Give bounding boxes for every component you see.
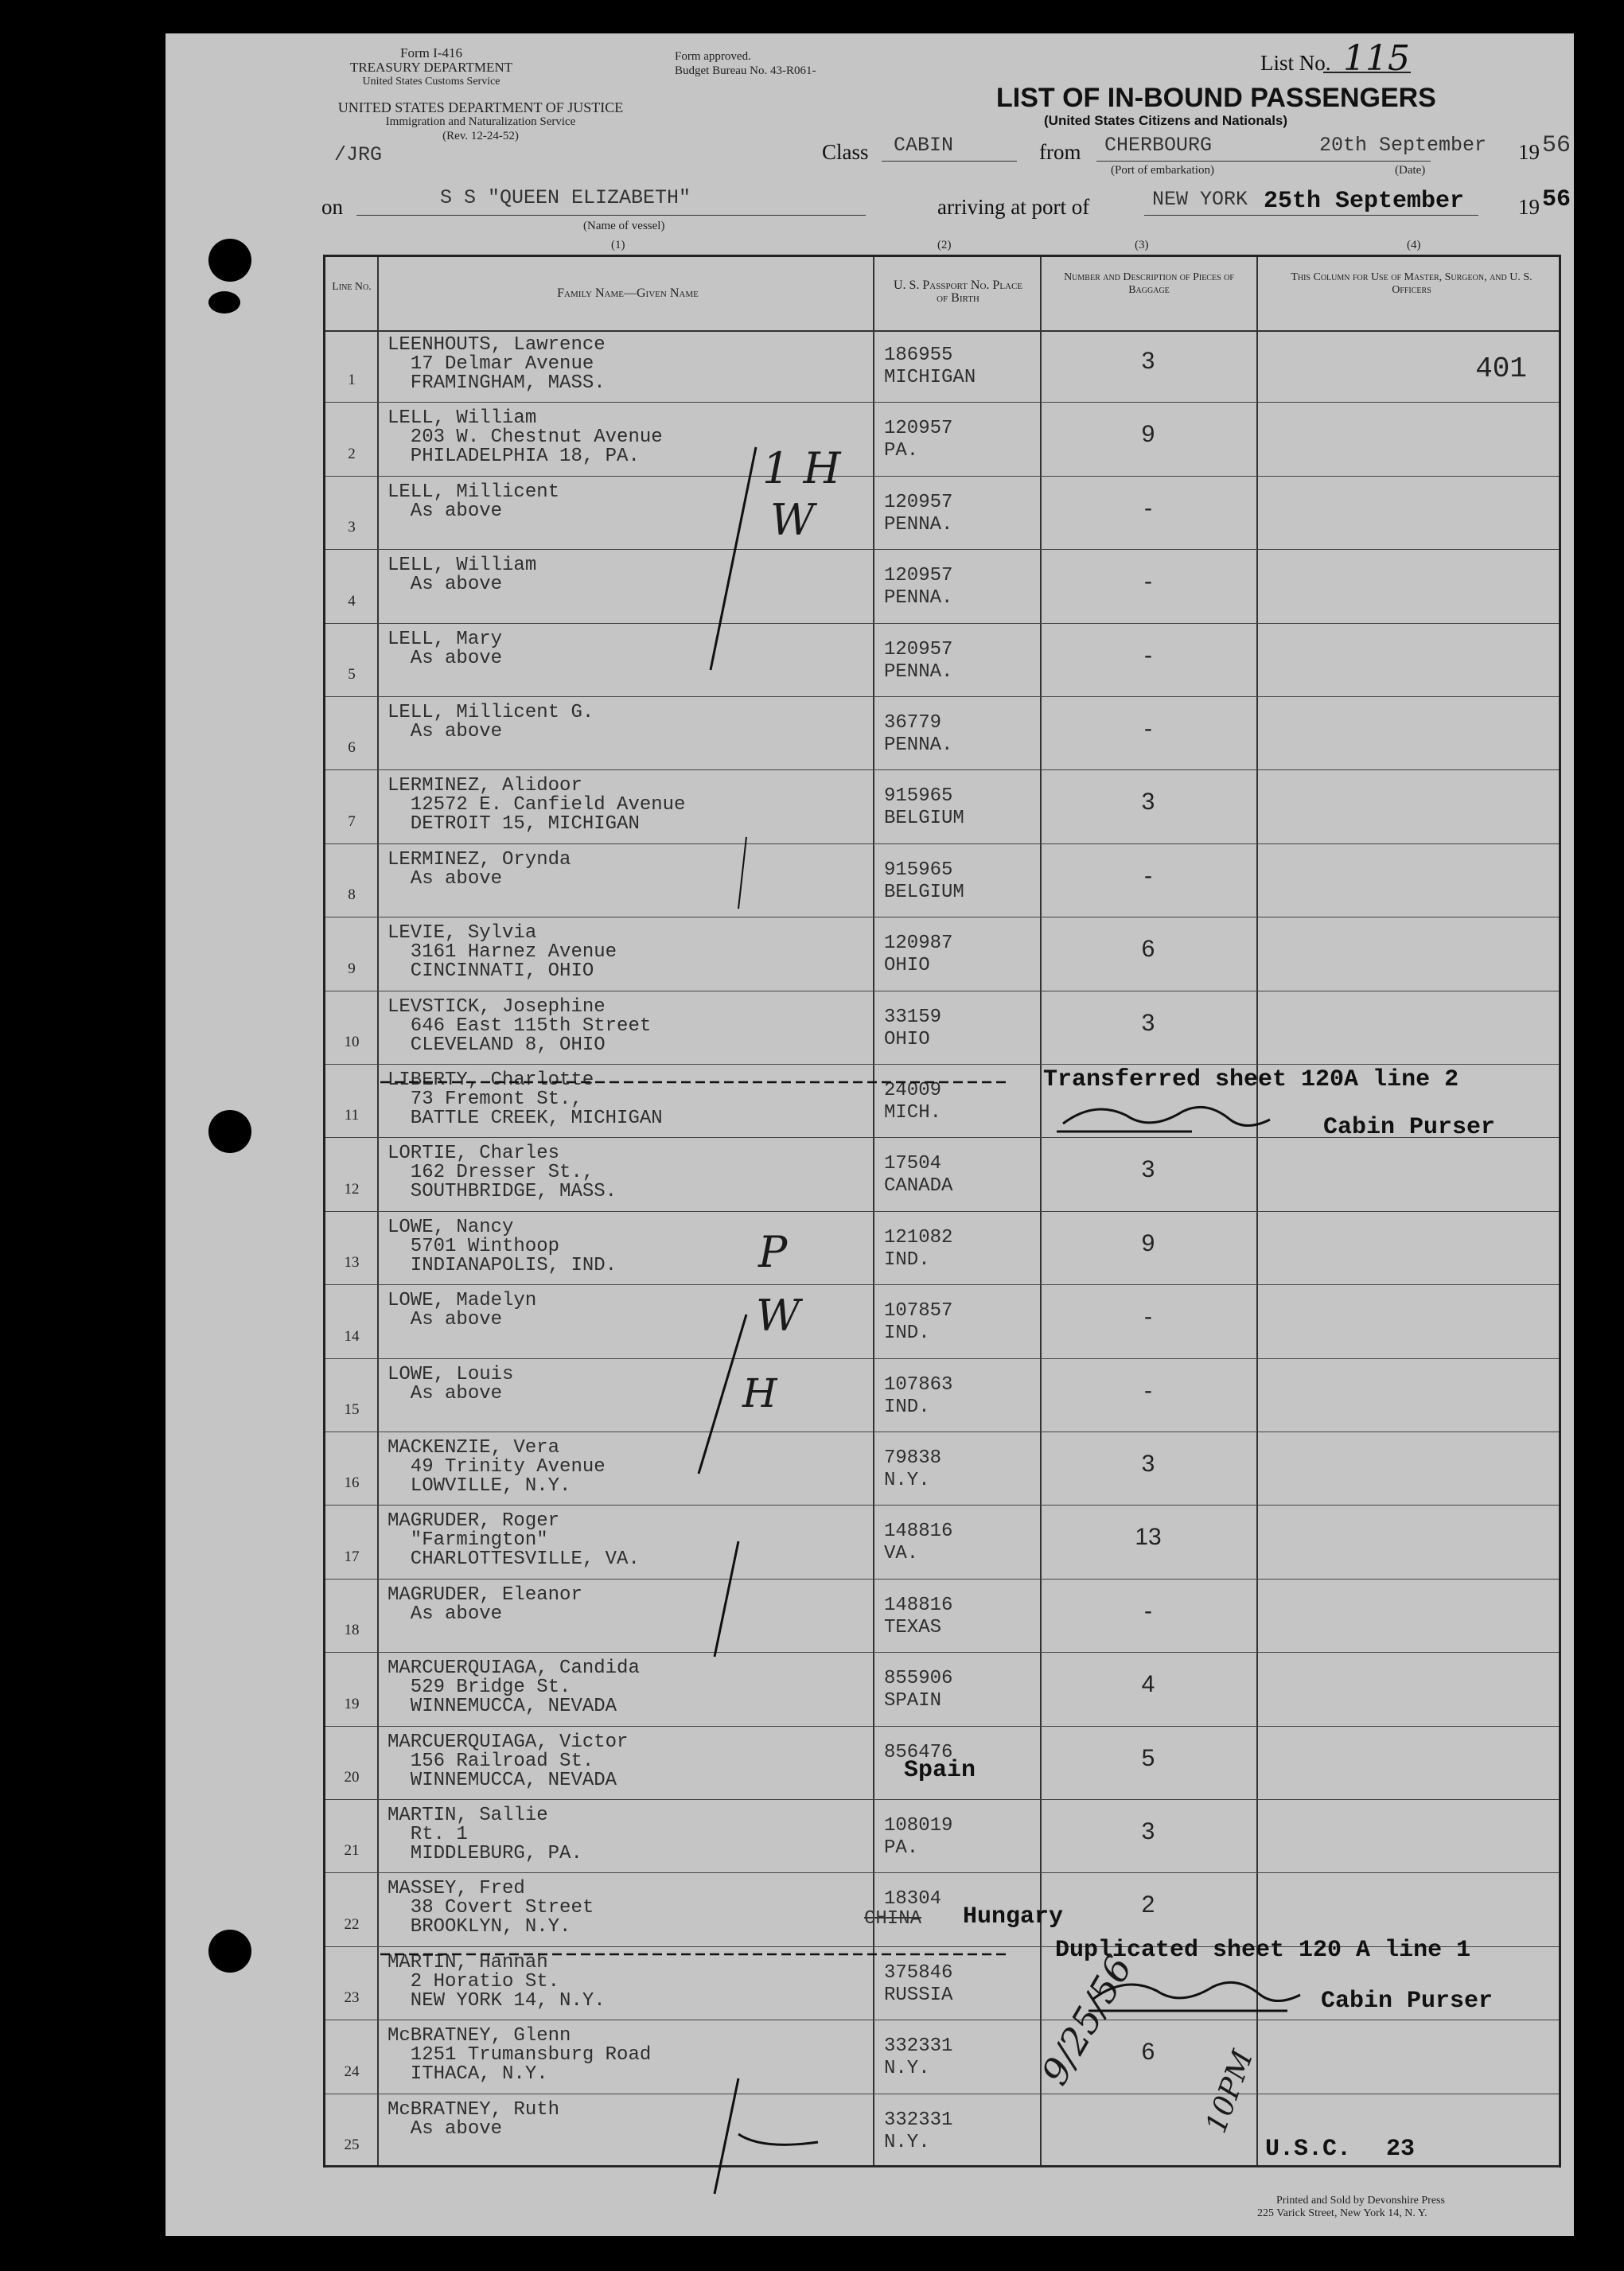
passport-number: 36779 xyxy=(884,712,942,734)
place-of-birth: MICH. xyxy=(884,1102,942,1124)
passenger-address-2: DETROIT 15, MICHIGAN xyxy=(388,813,640,836)
row-line-number: 23 xyxy=(344,1989,360,2007)
place-of-birth: BELGIUM xyxy=(884,881,964,903)
passenger-address-1: As above xyxy=(388,1603,503,1625)
passenger-address-2: BATTLE CREEK, MICHIGAN xyxy=(388,1108,663,1129)
passenger-address-1: 5701 Winthoop xyxy=(388,1235,560,1257)
passenger-address-1: 12572 E. Canfield Avenue xyxy=(388,794,686,816)
printer-line-1: Printed and Sold by Devonshire Press xyxy=(1276,2195,1445,2207)
passenger-address-1: 3161 Harnez Avenue xyxy=(388,941,617,964)
col-passport: U. S. Passport No. Place of Birth xyxy=(893,279,1023,305)
passport-number: 79838 xyxy=(884,1447,942,1469)
row-line-number: 15 xyxy=(344,1400,360,1418)
baggage-count: 3 xyxy=(1141,1156,1155,1183)
row-line-number: 21 xyxy=(344,1842,360,1860)
initials: /JRG xyxy=(334,143,383,166)
passenger-address-1: 38 Covert Street xyxy=(388,1897,594,1919)
punch-hole xyxy=(208,291,240,314)
col-number-4: (4) xyxy=(1407,239,1421,251)
check-stroke xyxy=(738,837,746,909)
row-line-number: 6 xyxy=(348,739,356,757)
row-line-number: 17 xyxy=(344,1548,360,1565)
passenger-name: LELL, Millicent G. xyxy=(388,702,594,723)
budget-bureau: Budget Bureau No. 43-R061- xyxy=(675,64,816,77)
place-of-birth: PA. xyxy=(884,440,919,462)
passenger-address-2: MIDDLEBURG, PA. xyxy=(388,1843,582,1864)
struck-birthplace: CHINA xyxy=(864,1908,922,1930)
place-of-birth: N.Y. xyxy=(884,1470,930,1491)
baggage-count: - xyxy=(1144,1303,1152,1330)
passenger-name: LELL, William xyxy=(388,555,537,577)
row-line-number: 18 xyxy=(344,1622,360,1639)
passenger-address-1: As above xyxy=(388,647,503,669)
passport-number: 120987 xyxy=(884,933,953,955)
passenger-name: LEENHOUTS, Lawrence xyxy=(388,334,606,356)
check-stroke xyxy=(715,2078,738,2194)
place-of-birth: PENNA. xyxy=(884,587,953,610)
passenger-address-2: PHILADELPHIA 18, PA. xyxy=(388,446,640,468)
place-of-birth: VA. xyxy=(884,1543,919,1565)
customs-label: United States Customs Service xyxy=(362,76,500,88)
punch-hole xyxy=(208,1110,251,1153)
justice-dept: UNITED STATES DEPARTMENT OF JUSTICE xyxy=(337,99,624,115)
date-caption: (Date) xyxy=(1395,164,1426,177)
place-of-birth: BELGIUM xyxy=(884,808,964,830)
passport-number: 332331 xyxy=(884,2109,953,2131)
passenger-address-2: ITHACA, N.Y. xyxy=(388,2063,548,2086)
depart-year-prefix: 19 xyxy=(1518,140,1540,164)
passport-number: 120957 xyxy=(884,565,953,587)
page-title: LIST OF IN-BOUND PASSENGERS xyxy=(996,83,1436,113)
passenger-name: McBRATNEY, Ruth xyxy=(388,2098,560,2121)
hand-mark-1h: 1 H xyxy=(762,443,841,493)
place-of-birth: SPAIN xyxy=(884,1690,942,1712)
passenger-address-1: As above xyxy=(388,574,503,596)
passenger-address-2: WINNEMUCCA, NEVADA xyxy=(388,1769,617,1791)
passenger-name: LELL, William xyxy=(388,407,537,430)
passport-number: 120957 xyxy=(884,638,953,660)
signature-2 xyxy=(1089,1982,1300,2011)
passport-number: 107863 xyxy=(884,1373,953,1396)
passenger-address-2: SOUTHBRIDGE, MASS. xyxy=(388,1181,617,1203)
passport-number: 120957 xyxy=(884,418,953,440)
passenger-name: MARCUERQUIAGA, Candida xyxy=(388,1657,640,1680)
passenger-address-2: CHARLOTTESVILLE, VA. xyxy=(388,1548,640,1571)
spain-typed: Spain xyxy=(904,1757,976,1784)
passport-number: 108019 xyxy=(884,1815,953,1837)
vessel-caption: (Name of vessel) xyxy=(583,220,665,232)
treasury-label: TREASURY DEPARTMENT xyxy=(349,60,513,75)
cabin-purser-note-2: Cabin Purser xyxy=(1321,1988,1494,2015)
row-line-number: 12 xyxy=(344,1180,360,1198)
check-stroke xyxy=(738,2134,818,2144)
row-line-number: 5 xyxy=(348,665,356,683)
passport-number: 915965 xyxy=(884,785,953,808)
usc-number: 23 xyxy=(1386,2136,1416,2163)
passport-number: 915965 xyxy=(884,859,953,881)
revision: (Rev. 12-24-52) xyxy=(442,130,519,142)
passenger-name: MARTIN, Sallie xyxy=(388,1805,548,1826)
place-of-birth: MICHIGAN xyxy=(884,367,976,388)
passenger-address-1: 73 Fremont St., xyxy=(388,1089,582,1110)
passenger-address-1: 156 Railroad St. xyxy=(388,1750,594,1772)
hand-time: 10PM xyxy=(1200,2046,1260,2138)
place-of-birth: OHIO xyxy=(884,1028,930,1050)
passenger-address-1: 17 Delmar Avenue xyxy=(388,353,594,375)
passenger-address-2: INDIANAPOLIS, IND. xyxy=(388,1254,617,1276)
baggage-count: 6 xyxy=(1141,2039,1155,2066)
passenger-name: MARTIN, Hannah xyxy=(388,1951,548,1973)
port-caption: (Port of embarkation) xyxy=(1111,164,1214,177)
passport-number: 148816 xyxy=(884,1594,953,1616)
baggage-count: - xyxy=(1144,715,1152,742)
class-value: CABIN xyxy=(894,134,954,157)
row-line-number: 10 xyxy=(344,1033,360,1050)
passenger-name: MASSEY, Fred xyxy=(388,1878,525,1900)
departure-date: 20th September xyxy=(1319,134,1487,157)
place-of-birth: CANADA xyxy=(884,1175,953,1198)
passenger-address-2: CINCINNATI, OHIO xyxy=(388,960,594,983)
row-line-number: 13 xyxy=(344,1254,360,1272)
baggage-count: - xyxy=(1144,1377,1152,1404)
from-label: from xyxy=(1039,140,1081,164)
place-of-birth: N.Y. xyxy=(884,2131,930,2153)
passenger-address-1: 162 Dresser St., xyxy=(388,1162,594,1184)
baggage-count: 9 xyxy=(1141,421,1155,448)
usc-label: U.S.C. xyxy=(1265,2136,1352,2163)
passport-number: 18304 xyxy=(884,1888,942,1911)
passenger-address-2: FRAMINGHAM, MASS. xyxy=(388,372,606,394)
passenger-address-1: 646 East 115th Street xyxy=(388,1015,652,1037)
col-baggage: Number and Description of Pieces of Baggage xyxy=(1064,271,1234,296)
passenger-name: McBRATNEY, Glenn xyxy=(388,2025,571,2047)
passenger-name: LEVIE, Sylvia xyxy=(388,922,537,945)
row-line-number: 20 xyxy=(344,1768,360,1786)
passenger-address-1: As above xyxy=(388,500,503,522)
handwriting-overlay xyxy=(166,33,1574,2236)
punch-hole xyxy=(208,239,251,282)
baggage-count: 6 xyxy=(1141,936,1155,963)
passenger-address-1: As above xyxy=(388,1309,503,1331)
place-of-birth: PENNA. xyxy=(884,513,953,536)
manifest-page xyxy=(166,33,1574,2236)
passport-number: 24009 xyxy=(884,1080,942,1101)
place-of-birth: OHIO xyxy=(884,955,930,977)
hand-mark-h2: H xyxy=(742,1370,777,1416)
passport-number: 332331 xyxy=(884,2035,953,2058)
place-of-birth: IND. xyxy=(884,1396,930,1418)
duplicated-note: Duplicated sheet 120 A line 1 xyxy=(1055,1937,1471,1964)
place-of-birth: PA. xyxy=(884,1837,919,1859)
row-line-number: 11 xyxy=(344,1107,360,1124)
passenger-address-1: As above xyxy=(388,867,503,890)
class-label: Class xyxy=(822,140,869,164)
printer-line-2: 225 Varick Street, New York 14, N. Y. xyxy=(1257,2207,1427,2219)
passenger-address-1: 529 Bridge St. xyxy=(388,1677,571,1699)
on-label: on xyxy=(321,195,343,219)
row-line-number: 22 xyxy=(344,1915,360,1933)
check-stroke xyxy=(699,1315,746,1474)
passenger-name: LELL, Millicent xyxy=(388,481,560,503)
passenger-name: LERMINEZ, Alidoor xyxy=(388,775,582,797)
baggage-count: - xyxy=(1144,568,1152,595)
passenger-name: MAGRUDER, Eleanor xyxy=(388,1583,582,1606)
passenger-address-2: CLEVELAND 8, OHIO xyxy=(388,1034,606,1056)
passenger-address-1: Rt. 1 xyxy=(388,1824,468,1845)
form-approved: Form approved. xyxy=(675,50,751,63)
place-of-birth: IND. xyxy=(884,1248,930,1271)
col-number-1: (1) xyxy=(611,239,625,251)
passport-number: 121082 xyxy=(884,1226,953,1248)
passport-number: 148816 xyxy=(884,1521,953,1543)
passport-number: 107857 xyxy=(884,1300,953,1322)
passport-number: 17504 xyxy=(884,1153,942,1175)
place-of-birth: IND. xyxy=(884,1322,930,1345)
row-line-number: 9 xyxy=(348,960,356,977)
passenger-name: MARCUERQUIAGA, Victor xyxy=(388,1731,629,1753)
baggage-count: 3 xyxy=(1141,1451,1155,1477)
passenger-name: LERMINEZ, Orynda xyxy=(388,848,571,871)
passport-number: 856476 xyxy=(884,1741,953,1763)
signature-1 xyxy=(1057,1107,1270,1132)
hand-date: 9/25/56 xyxy=(1033,1948,1141,2092)
passport-number: 375846 xyxy=(884,1961,953,1984)
baggage-count: 4 xyxy=(1141,1671,1155,1698)
arrival-year: 56 xyxy=(1542,186,1571,213)
vessel-name: S S "QUEEN ELIZABETH" xyxy=(440,186,691,209)
page-subtitle: (United States Citizens and Nationals) xyxy=(1044,113,1288,128)
from-value: CHERBOURG xyxy=(1104,134,1213,157)
passenger-address-1: 203 W. Chestnut Avenue xyxy=(388,427,663,449)
passenger-address-2: BROOKLYN, N.Y. xyxy=(388,1916,571,1938)
baggage-count: - xyxy=(1144,494,1152,521)
baggage-count: 3 xyxy=(1141,1818,1155,1844)
arrival-port: NEW YORK xyxy=(1152,188,1248,211)
passenger-address-1: As above xyxy=(388,721,503,742)
baggage-count: 2 xyxy=(1141,1891,1155,1918)
list-no-label: List No. xyxy=(1260,51,1331,75)
passenger-name: LELL, Mary xyxy=(388,628,503,650)
passenger-name: LORTIE, Charles xyxy=(388,1143,560,1165)
transferred-note: Transferred sheet 120A line 2 xyxy=(1043,1066,1459,1093)
passport-number: 186955 xyxy=(884,345,953,366)
passenger-name: MACKENZIE, Vera xyxy=(388,1437,560,1459)
passenger-name: LIBERTY, Charlotte xyxy=(388,1069,594,1091)
cabin-purser-note-1: Cabin Purser xyxy=(1323,1114,1496,1141)
col-number-2: (2) xyxy=(937,239,952,251)
row-line-number: 1 xyxy=(348,372,356,389)
baggage-count: - xyxy=(1144,1597,1152,1624)
baggage-count: 3 xyxy=(1141,1009,1155,1036)
place-of-birth: PENNA. xyxy=(884,734,953,756)
baggage-count: - xyxy=(1144,862,1152,889)
row-line-number: 4 xyxy=(348,592,356,610)
row-line-number: 14 xyxy=(344,1327,360,1345)
row-line-number: 3 xyxy=(348,519,356,536)
officer-note: 401 xyxy=(1475,353,1527,385)
arrival-date: 25th September xyxy=(1264,188,1465,215)
ins-label: Immigration and Naturalization Service xyxy=(385,115,576,128)
row-line-number: 2 xyxy=(348,445,356,462)
hand-mark-p: P xyxy=(758,1227,788,1277)
passenger-name: LOWE, Nancy xyxy=(388,1216,514,1238)
place-of-birth: PENNA. xyxy=(884,660,953,683)
depart-year: 56 xyxy=(1542,132,1571,159)
row-line-number: 8 xyxy=(348,886,356,904)
passenger-address-1: "Farmington" xyxy=(388,1529,548,1552)
row-line-number: 25 xyxy=(344,2136,360,2153)
col-officers: This Column for Use of Master, Surgeon, and U. S. Officers xyxy=(1291,271,1532,296)
passenger-name: LOWE, Louis xyxy=(388,1363,514,1385)
passenger-address-1: As above xyxy=(388,2117,503,2140)
col-name: Family Name—Given Name xyxy=(557,286,699,300)
check-stroke xyxy=(711,447,756,670)
arrival-year-prefix: 19 xyxy=(1518,195,1540,219)
passport-number: 855906 xyxy=(884,1668,953,1690)
passenger-address-1: 49 Trinity Avenue xyxy=(388,1456,606,1478)
passport-number: 120957 xyxy=(884,491,953,513)
baggage-count: - xyxy=(1144,641,1152,668)
place-of-birth: RUSSIA xyxy=(884,1984,953,2006)
baggage-count: 13 xyxy=(1135,1524,1162,1551)
arriving-label: arriving at port of xyxy=(937,195,1090,219)
check-stroke xyxy=(715,1541,738,1657)
row-line-number: 24 xyxy=(344,2063,360,2080)
row-line-number: 7 xyxy=(348,812,356,830)
place-of-birth: TEXAS xyxy=(884,1616,942,1638)
list-number: 115 xyxy=(1343,38,1410,79)
form-number: Form I-416 xyxy=(400,45,462,60)
col-number-3: (3) xyxy=(1135,239,1149,251)
baggage-count: 5 xyxy=(1141,1744,1155,1771)
hungary-note: Hungary xyxy=(963,1903,1064,1930)
baggage-count: 3 xyxy=(1141,789,1155,816)
passenger-address-2: NEW YORK 14, N.Y. xyxy=(388,1989,606,2012)
passenger-name: MAGRUDER, Roger xyxy=(388,1510,560,1533)
row-line-number: 19 xyxy=(344,1695,360,1712)
baggage-count: 3 xyxy=(1141,348,1155,374)
baggage-count: 9 xyxy=(1141,1229,1155,1256)
hand-mark-w2: W xyxy=(756,1291,800,1341)
passenger-address-1: 1251 Trumansburg Road xyxy=(388,2044,652,2066)
passenger-address-1: As above xyxy=(388,1382,503,1404)
passenger-name: LEVSTICK, Josephine xyxy=(388,995,606,1018)
passenger-address-2: LOWVILLE, N.Y. xyxy=(388,1475,571,1497)
passport-number: 33159 xyxy=(884,1006,942,1028)
passenger-name: LOWE, Madelyn xyxy=(388,1290,537,1312)
hand-mark-w: W xyxy=(770,495,815,545)
col-line-no: Line No. xyxy=(332,281,372,293)
place-of-birth: N.Y. xyxy=(884,2058,930,2080)
punch-hole xyxy=(208,1930,251,1973)
passenger-address-2: WINNEMUCCA, NEVADA xyxy=(388,1696,617,1718)
passenger-address-1: 2 Horatio St. xyxy=(388,1970,560,1992)
row-line-number: 16 xyxy=(344,1474,360,1492)
